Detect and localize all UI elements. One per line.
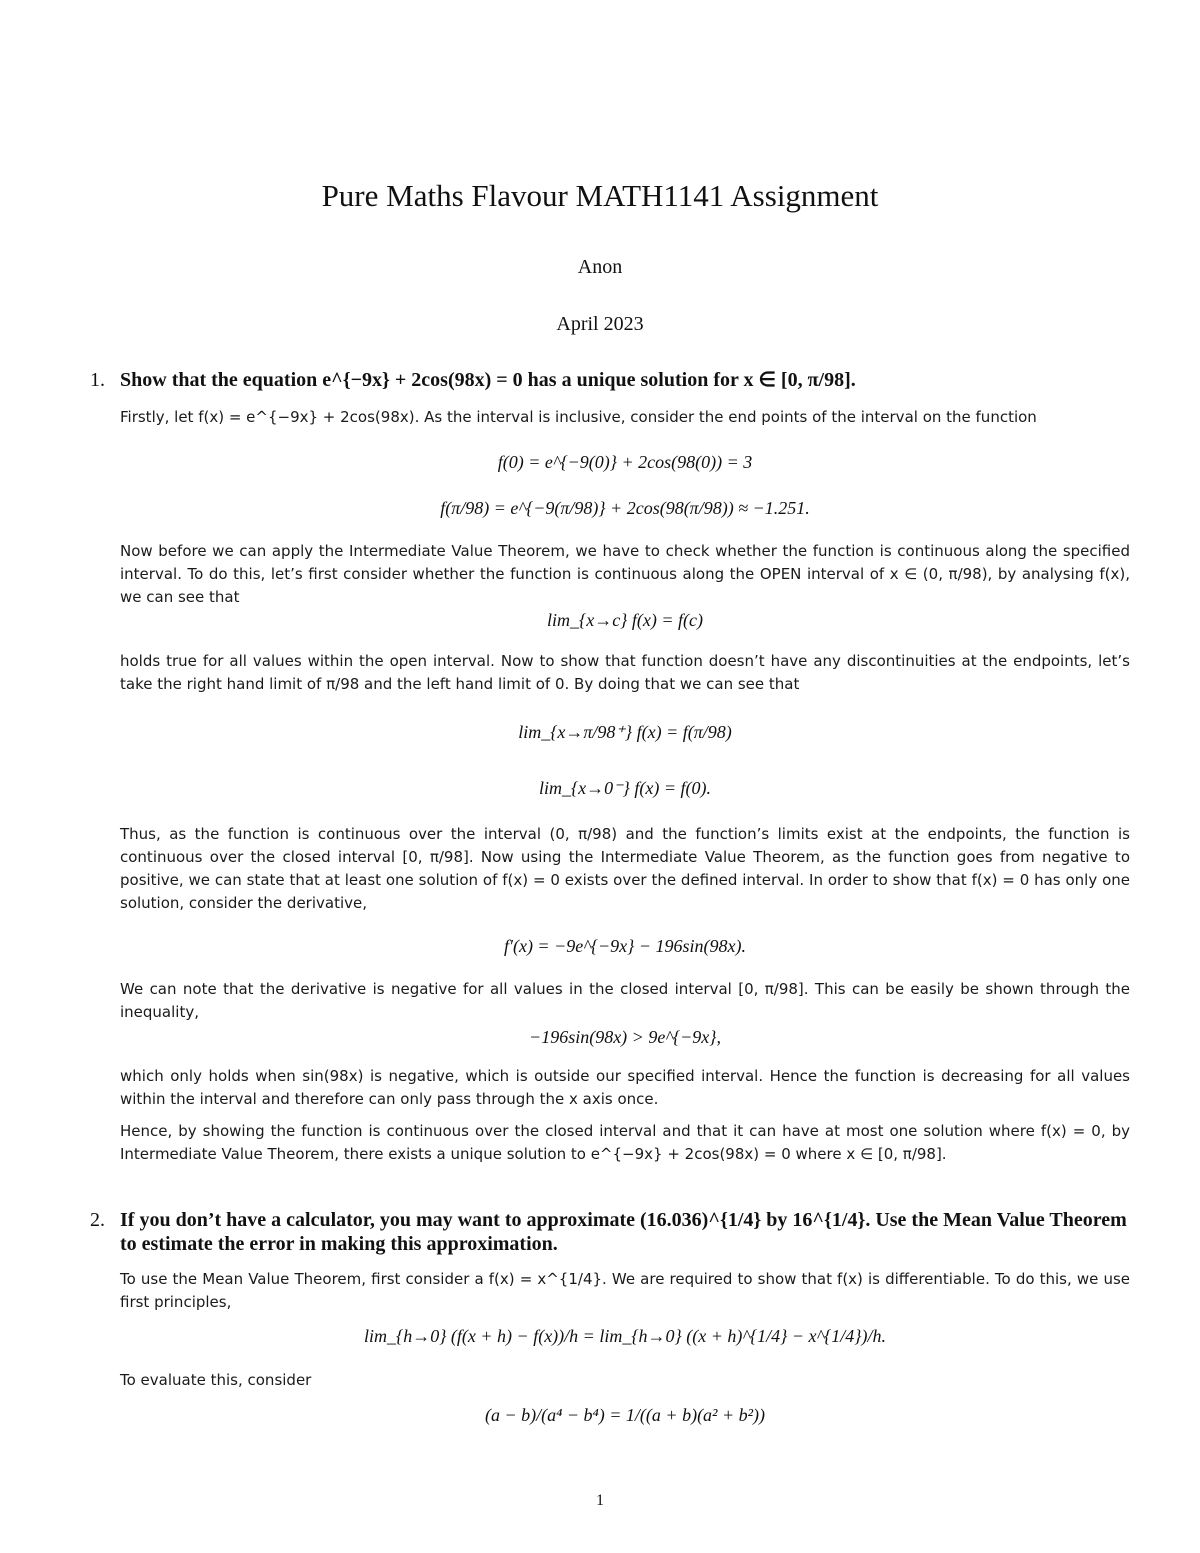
q1-equation-3: lim_{x→c} f(x) = f(c) [547, 610, 703, 630]
q1-paragraph-2: Now before we can apply the Intermediate Value Theorem, we have to check whether the function is continuous along the specified interval. To do this, let’s first consider whether the function is continuous along the OPEN interval of x ∈ (0, π/98), by analysing f(x), we can see that [120, 542, 1130, 606]
q1-equation-5: lim_{x→0⁻} f(x) = f(0). [538, 778, 711, 798]
question-1-number: 1. [90, 369, 105, 391]
question-2-number: 2. [90, 1209, 105, 1231]
document-date: April 2023 [556, 313, 644, 335]
q2-paragraph-2: To evaluate this, consider [120, 1371, 312, 1389]
question-2-heading [90, 1208, 1135, 1256]
q1-equation-2: f(π/98) = e^{−9(π/98)} + 2cos(98(π/98)) ≈ −1.251. [440, 498, 810, 518]
q1-paragraph-3: holds true for all values within the open interval. Now to show that function doesn’t have any discontinuities at the endpoints, let’s take the right hand limit of π/98 and the left hand limit of 0. By doing that we can see that [120, 652, 1130, 693]
q2-equation-2: (a − b)/(a⁴ − b⁴) = 1/((a + b)(a² + b²)) [485, 1405, 765, 1425]
q1-paragraph-6: which only holds when sin(98x) is negative, which is outside our specified interval. Hence the function is decreasing for all values within the interval and therefore can only pass through the x axis once. [120, 1067, 1130, 1108]
question-1-heading [90, 368, 1135, 392]
document-title: Pure Maths Flavour MATH1141 Assignment [321, 178, 879, 213]
q1-paragraph-7: Hence, by showing the function is continuous over the closed interval and that it can have at most one solution where f(x) = 0, by Intermediate Value Theorem, there exists a unique solution to e^{−9x} + 2cos(98x) = 0 where x ∈ [0, π/98]. [120, 1122, 1130, 1163]
q2-paragraph-1: To use the Mean Value Theorem, first consider a f(x) = x^{1/4}. We are required to show that f(x) is differentiable. To do this, we use first principles, [120, 1270, 1130, 1311]
q1-paragraph-1: Firstly, let f(x) = e^{−9x} + 2cos(98x). As the interval is inclusive, consider the end points of the interval on the function [120, 408, 1037, 426]
q1-paragraph-4: Thus, as the function is continuous over the interval (0, π/98) and the function’s limits exist at the endpoints, the function is continuous over the closed interval [0, π/98]. Now using the Intermediate Value Theorem, as the function goes from negative to positive, we can state that at least one solution of f(x) = 0 exists over the defined interval. In order to show that f(x) = 0 has only one solution, consider the derivative, [120, 825, 1130, 912]
q1-equation-6: f′(x) = −9e^{−9x} − 196sin(98x). [504, 936, 746, 956]
q2-equation-1: lim_{h→0} (f(x + h) − f(x))/h = lim_{h→0} ((x + h)^{1/4} − x^{1/4})/h. [364, 1326, 886, 1346]
q1-equation-4: lim_{x→π/98⁺} f(x) = f(π/98) [518, 722, 732, 742]
q1-paragraph-5: We can note that the derivative is negative for all values in the closed interval [0, π/98]. This can be easily be shown through the inequality, [120, 980, 1130, 1021]
question-1-text: Show that the equation e^{−9x} + 2cos(98x) = 0 has a unique solution for x ∈ [0, π/98]. [120, 369, 856, 391]
q1-equation-1: f(0) = e^{−9(0)} + 2cos(98(0)) = 3 [497, 452, 753, 472]
q1-equation-7: −196sin(98x) > 9e^{−9x}, [529, 1027, 721, 1047]
question-2-text: If you don’t have a calculator, you may want to approximate (16.036)^{1/4} by 16^{1/4}. Use the Mean Value Theorem to estimate the error in making this approximation. [120, 1209, 1127, 1255]
document-author: Anon [577, 256, 623, 278]
page-number: 1 [596, 1492, 604, 1509]
